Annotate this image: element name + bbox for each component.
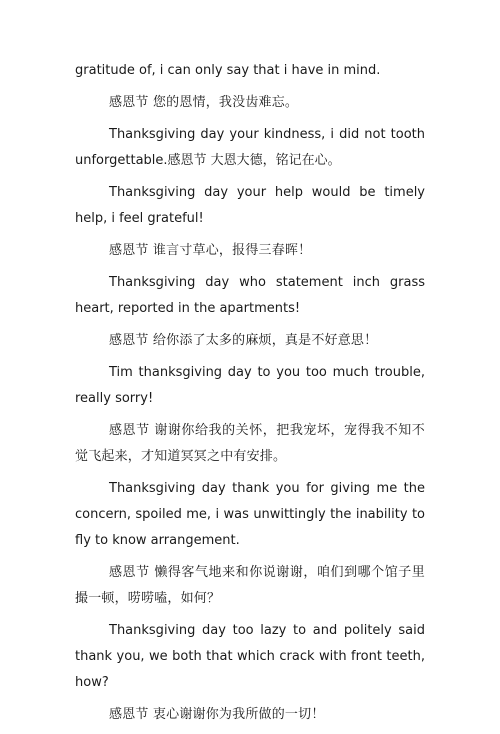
paragraph-11: 感恩节 懒得客气地来和你说谢谢，咱们到哪个馆子里撮一顿，唠唠嗑，如何？ [75, 565, 425, 606]
paragraph-13: 感恩节 衷心谢谢你为我所做的一切！ [109, 707, 325, 722]
paragraph-7: 感恩节 给你添了太多的麻烦，真是不好意思！ [109, 333, 378, 348]
paragraph-4: Thanksgiving day your help would be timely help, i feel grateful! [75, 185, 425, 226]
paragraph-12: Thanksgiving day too lazy to and politely said thank you, we both that which crack with front teeth, how? [75, 623, 425, 690]
document-page [75, 58, 425, 734]
paragraph-1: gratitude of, i can only say that i have in mind. [75, 63, 381, 78]
paragraph-5: 感恩节 谁言寸草心，报得三春晖！ [109, 243, 312, 258]
paragraph-2: 感恩节 您的恩情，我没齿难忘。 [109, 95, 299, 110]
paragraph-10: Thanksgiving day thank you for giving me the concern, spoiled me, i was unwittingly the inability to fly to know arrangement. [75, 481, 425, 548]
paragraph-3: Thanksgiving day your kindness, i did not tooth unforgettable.感恩节 大恩大德，铭记在心。 [75, 127, 425, 168]
paragraph-6: Thanksgiving day who statement inch grass heart, reported in the apartments! [75, 275, 425, 316]
paragraph-9: 感恩节 谢谢你给我的关怀，把我宠坏，宠得我不知不觉飞起来，才知道冥冥之中有安排。 [75, 423, 425, 464]
paragraph-8: Tim thanksgiving day to you too much trouble, really sorry! [75, 365, 425, 406]
